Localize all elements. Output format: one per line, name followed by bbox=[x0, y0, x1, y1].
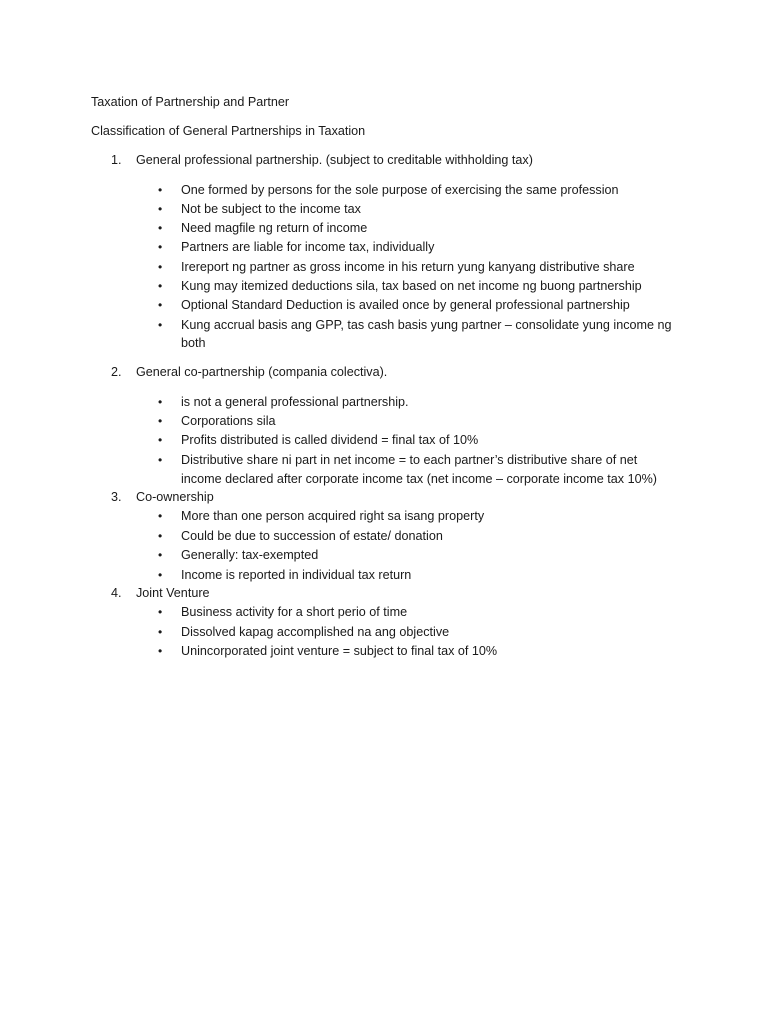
bullet-icon bbox=[158, 238, 168, 257]
bullet-icon bbox=[158, 277, 168, 296]
bullet-icon bbox=[158, 431, 168, 450]
bullet-icon bbox=[158, 200, 168, 219]
section-heading: General professional partnership. (subject to creditable withholding tax) bbox=[136, 153, 533, 167]
bullet-icon bbox=[158, 546, 168, 565]
bullet-icon bbox=[158, 181, 168, 200]
section-number: 4. bbox=[111, 586, 122, 600]
bullet-icon bbox=[158, 623, 168, 642]
section-number: 1. bbox=[111, 153, 122, 167]
section-number: 3. bbox=[111, 490, 122, 504]
document-title: Taxation of Partnership and Partner bbox=[91, 95, 290, 109]
bullet-icon bbox=[158, 603, 168, 622]
document-subtitle: Classification of General Partnerships in Taxation bbox=[91, 124, 366, 138]
section-number: 2. bbox=[111, 365, 122, 379]
section-heading: General co-partnership (compania colectiva). bbox=[136, 365, 388, 379]
section-heading: Co-ownership bbox=[136, 490, 214, 504]
bullet-icon bbox=[158, 507, 168, 526]
bullet-icon bbox=[158, 527, 168, 546]
bullet-icon bbox=[158, 258, 168, 277]
bullet-icon bbox=[158, 566, 168, 585]
bullet-icon bbox=[158, 316, 168, 335]
bullet-icon bbox=[158, 451, 168, 470]
list-item-continuation: both bbox=[181, 336, 206, 350]
bullet-icon bbox=[158, 412, 168, 431]
bullet-icon bbox=[158, 642, 168, 661]
section-heading: Joint Venture bbox=[136, 586, 210, 600]
bullet-icon bbox=[158, 219, 168, 238]
bullet-icon bbox=[158, 296, 168, 315]
list-item-continuation: income declared after corporate income tax (net income – corporate income tax 10%) bbox=[181, 472, 657, 486]
document-page: Taxation of Partnership and Partner Classification of General Partnerships in Taxation 1. General professional partnership. (subject to creditable withholding tax) • One formed by persons for the sole purpose of exercising the same profession • Not be subject to the income tax • Need magfile ng return of income • Partners are liable for income tax, individually • Irereport ng partner as gross income in his return yung kanyang distributive share • Kung may itemized deductions sila, tax based on net income ng buong partnership • Optional Standard Deduction is availed once by general professional partnership • Kung accrual basis ang GPP, tas cash basis yung partner – consolidate yung income ng both 2. General co-partnership (compania colectiva). • is not a general professional partnership. • Corporations sila • Profits distributed is called dividend = final tax of 10% • Distributive share ni part in net income = to each partner’s distributive share of net income declared after corporate income tax (net income – corporate income tax 10%) 3. Co-ownership • More than one person acquired right sa isang property • Could be due to succession of estate/ donation • Generally: tax-exempted • Income is reported in individual tax return 4. Joint Venture • Business activity for a short perio of time • Dissolved kapag accomplished na ang objective • Unincorporated joint venture = subject to final tax of 10% bbox=[0, 0, 768, 1024]
bullet-icon bbox=[158, 393, 168, 412]
